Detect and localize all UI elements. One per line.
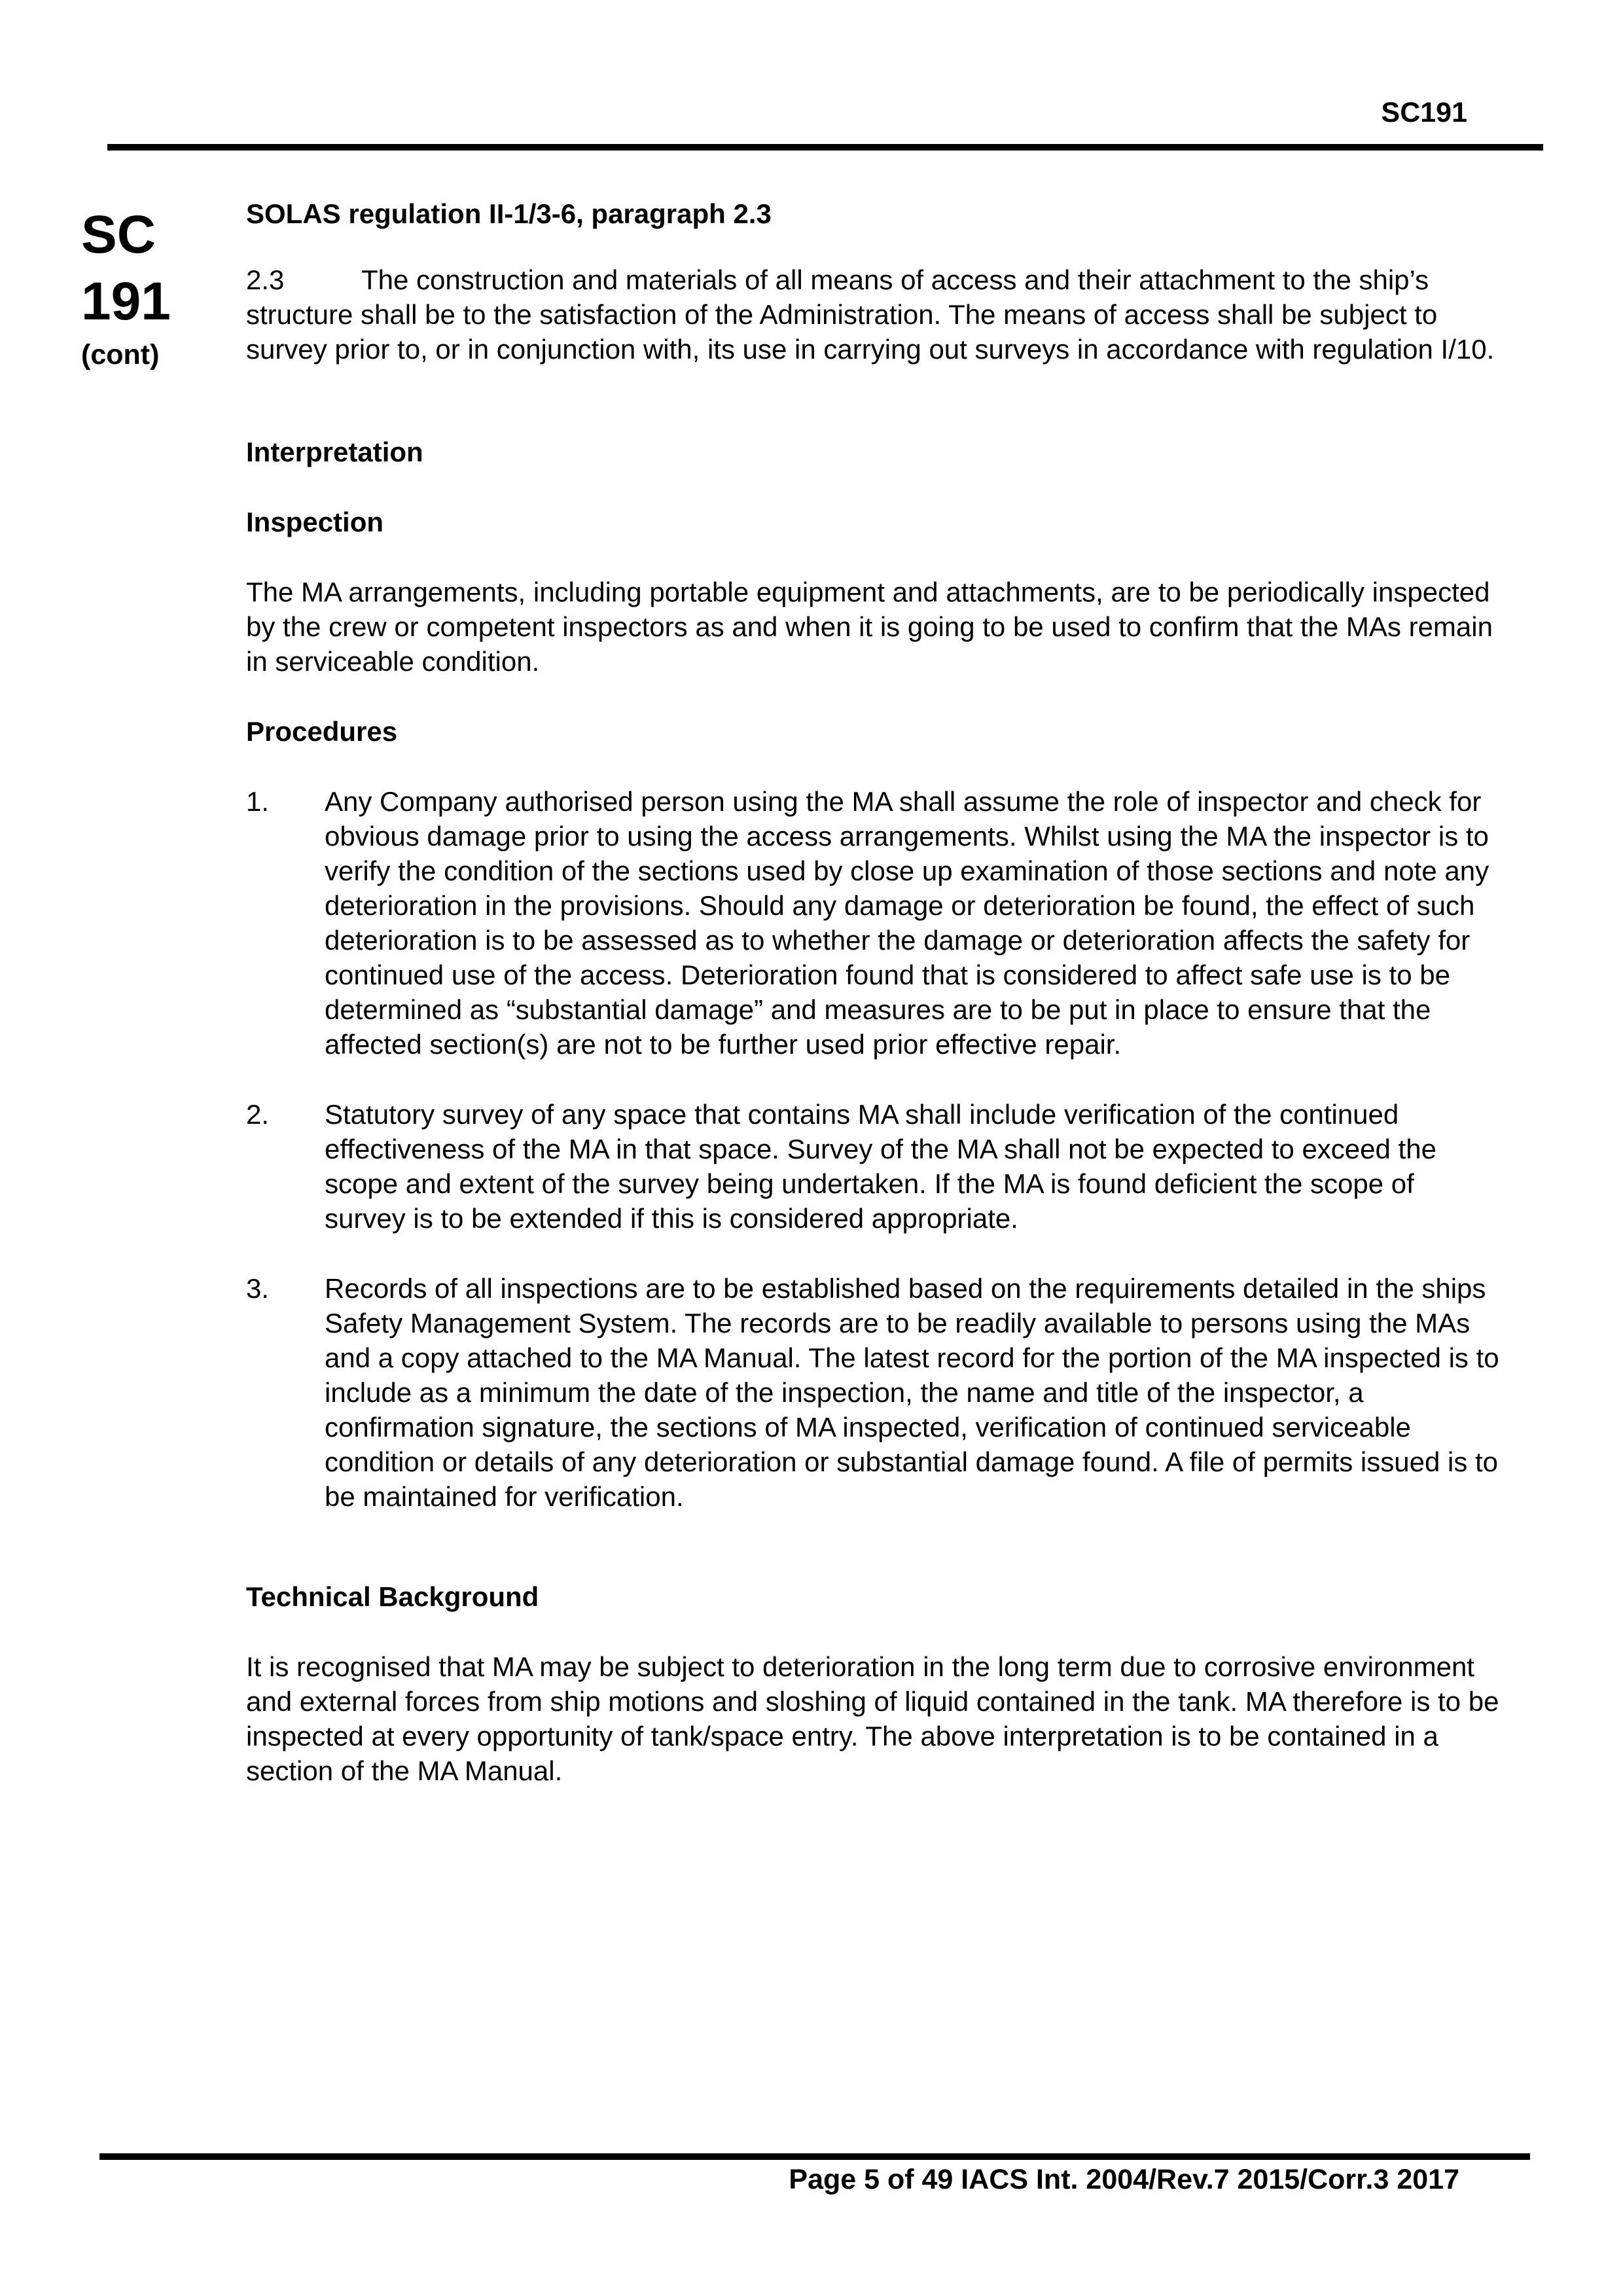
procedure-item	[246, 1271, 1503, 1514]
main-content	[246, 196, 1503, 1788]
sidebar-sc: SC	[81, 205, 156, 264]
procedure-text: Statutory survey of any space that contains MA shall include verification of the continued effectiveness of the MA in that space. Survey of the MA shall not be expected to exceed the scope and extent of the survey being undertaken. If the MA is found deficient the scope of survey is to be extended if this is considered appropriate.	[325, 1099, 1436, 1234]
header-rule	[107, 144, 1543, 151]
footer-rule	[99, 2153, 1530, 2160]
footer-page-info: Page 5 of 49 IACS Int. 2004/Rev.7 2015/Corr.3 2017	[789, 2164, 1459, 2195]
inspection-heading: Inspection	[246, 507, 384, 537]
header-code: SC191	[1381, 97, 1467, 128]
interpretation-heading: Interpretation	[246, 437, 423, 467]
sidebar-cont: (cont)	[81, 339, 160, 370]
regulation-para-text: The construction and materials of all means of access and their attachment to the ship’s structure shall be to the satisfaction of the Administration. The means of access shall be subject to survey prior to, or in conjunction with, its use in carrying out surveys in accordance with regulation I/10.	[246, 264, 1495, 365]
procedure-item	[246, 784, 1503, 1062]
technical-text: It is recognised that MA may be subject to deterioration in the long term due to corrosive environment and external forces from ship motions and sloshing of liquid contained in the tank. MA therefore is to be inspected at every opportunity of tank/space entry. The above interpretation is to be contained in a section of the MA Manual.	[246, 1651, 1499, 1786]
procedures-heading: Procedures	[246, 716, 398, 747]
inspection-text: The MA arrangements, including portable equipment and attachments, are to be periodically inspected by the crew or competent inspectors as and when it is going to be used to confirm that the MAs remain in serviceable condition.	[246, 577, 1493, 677]
procedure-text: Records of all inspections are to be established based on the requirements detailed in the ships Safety Management System. The records are to be readily available to persons using the MAs and a copy attached to the MA Manual. The latest record for the portion of the MA inspected is to include as a minimum the date of the inspection, the name and title of the inspector, a confirmation signature, the sections of MA inspected, verification of continued serviceable condition or details of any deterioration or substantial damage found. A file of permits issued is to be maintained for verification.	[325, 1273, 1499, 1512]
procedure-item	[246, 1097, 1503, 1236]
sidebar-number: 191	[81, 272, 171, 331]
regulation-paragraph	[246, 262, 1503, 367]
procedure-text: Any Company authorised person using the MA shall assume the role of inspector and check for obvious damage prior to using the access arrangements. Whilst using the MA the inspector is to verify the condition of the sections used by close up examination of those sections and note any deterioration in the provisions. Should any damage or deterioration be found, the effect of such deterioration is to be assessed as to whether the damage or deterioration affects the safety for continued use of the access. Deterioration found that is considered to affect safe use is to be determined as “substantial damage” and measures are to be put in place to ensure that the affected section(s) are not to be further used prior effective repair.	[325, 786, 1489, 1060]
technical-heading: Technical Background	[246, 1581, 539, 1612]
procedures-list	[246, 784, 1503, 1514]
procedure-number: 2.	[246, 1099, 270, 1130]
procedure-number: 1.	[246, 786, 270, 817]
regulation-para-number: 2.3	[246, 264, 285, 295]
regulation-heading: SOLAS regulation II-1/3-6, paragraph 2.3	[246, 198, 772, 229]
procedure-number: 3.	[246, 1273, 270, 1304]
